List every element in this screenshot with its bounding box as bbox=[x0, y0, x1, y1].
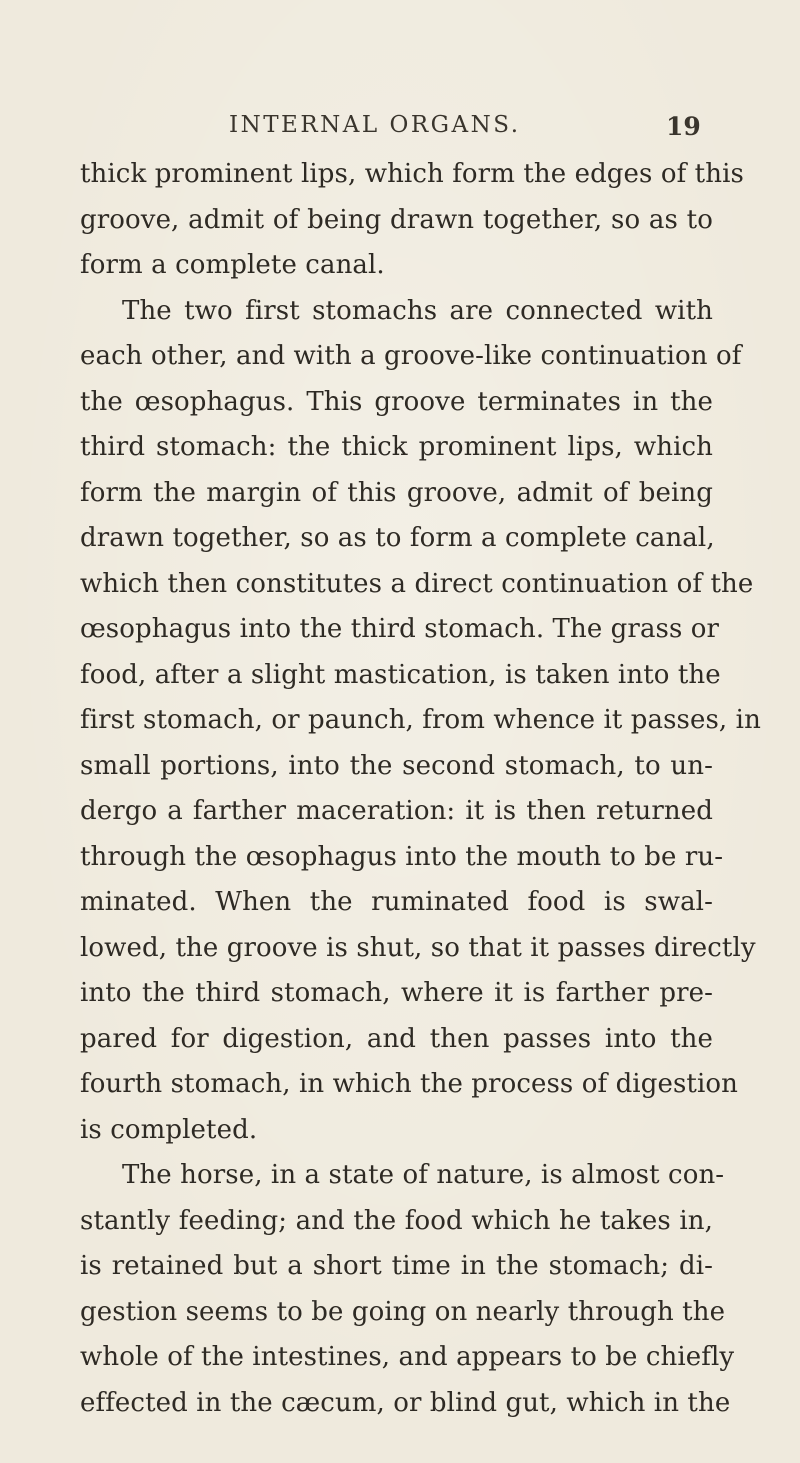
text-line: each other, and with a groove-like continuation of bbox=[80, 341, 742, 371]
text-line: into the third stomach, where it is farther pre- bbox=[80, 978, 713, 1008]
text-line: thick prominent lips, which form the edges of this bbox=[80, 159, 744, 189]
text-line: gestion seems to be going on nearly through the bbox=[80, 1296, 726, 1327]
text-line: stantly feeding; and the food which he takes in, bbox=[80, 1205, 713, 1236]
text-line: minated. When the ruminated food is swal- bbox=[80, 887, 713, 917]
page-header bbox=[0, 112, 800, 152]
text-line: œsophagus into the third stomach. The grass or bbox=[80, 614, 720, 644]
text-line: is completed. bbox=[80, 1114, 258, 1145]
text-line: through the œsophagus into the mouth to be ru- bbox=[80, 841, 724, 872]
text-line: first stomach, or paunch, from whence it passes, in bbox=[80, 705, 761, 735]
text-line: dergo a farther maceration: it is then returned bbox=[80, 796, 713, 826]
text-line: whole of the intestines, and appears to be chiefly bbox=[80, 1342, 735, 1372]
body-text bbox=[80, 152, 761, 1426]
text-line: lowed, the groove is shut, so that it passes directly bbox=[80, 932, 756, 963]
text-line: fourth stomach, in which the process of digestion bbox=[80, 1069, 738, 1099]
text-line: pared for digestion, and then passes into the bbox=[80, 1023, 713, 1054]
text-line: small portions, into the second stomach, to un- bbox=[80, 750, 713, 781]
text-line: form a complete canal. bbox=[80, 250, 385, 280]
paragraph-start-line: The horse, in a state of nature, is almost con- bbox=[122, 1160, 725, 1190]
page-number: 19 bbox=[666, 112, 701, 141]
text-line: form the margin of this groove, admit of being bbox=[80, 477, 713, 508]
text-line: which then constitutes a direct continuation of the bbox=[80, 568, 754, 599]
text-line: third stomach: the thick prominent lips, which bbox=[80, 432, 713, 462]
text-line: effected in the cæcum, or blind gut, which in the bbox=[80, 1387, 731, 1418]
text-line: food, after a slight mastication, is taken into the bbox=[80, 659, 721, 690]
text-line: is retained but a short time in the stomach; di- bbox=[80, 1251, 713, 1281]
paragraph-start-line: The two first stomachs are connected with bbox=[122, 295, 713, 326]
text-line: groove, admit of being drawn together, so as to bbox=[80, 204, 713, 235]
running-head: INTERNAL ORGANS. bbox=[229, 112, 521, 138]
text-line: the œsophagus. This groove terminates in the bbox=[80, 386, 713, 417]
text-line: drawn together, so as to form a complete canal, bbox=[80, 523, 715, 553]
